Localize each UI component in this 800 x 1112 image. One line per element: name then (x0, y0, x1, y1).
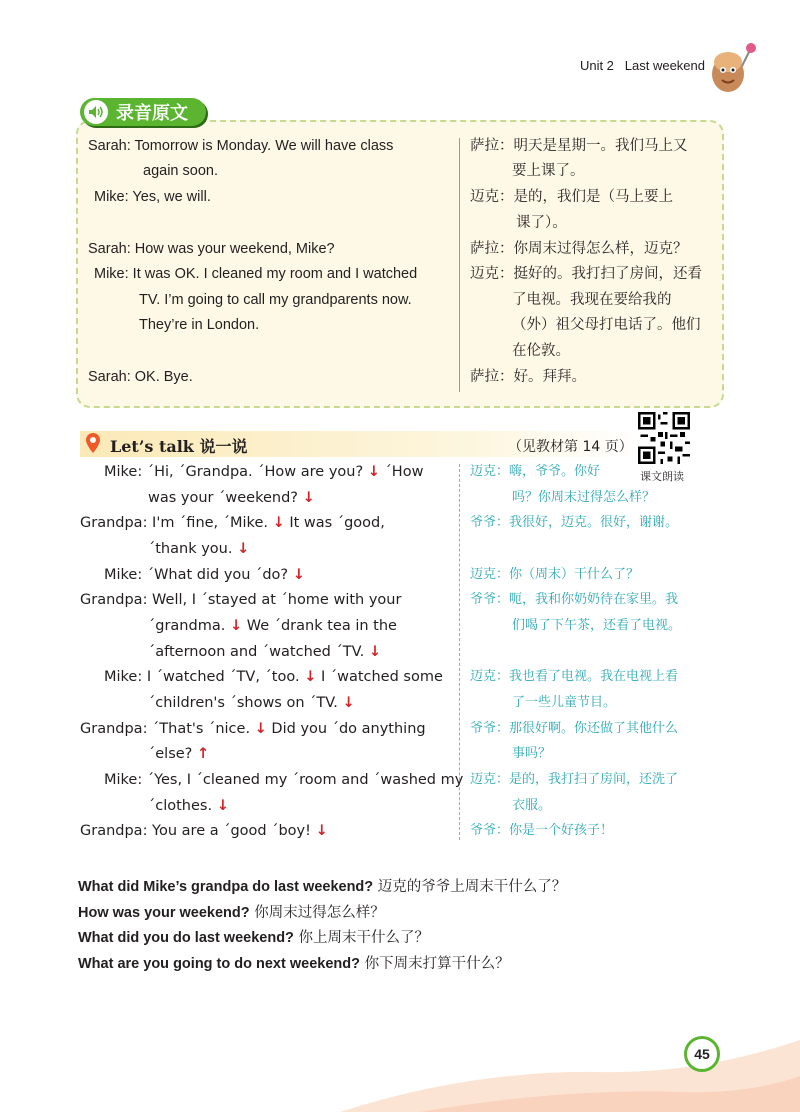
transcript-zh-line: 迈克：挺好的。我打扫了房间，还看 (470, 266, 702, 282)
dialogue-en-line: Mike: ˊHi, ˊGrandpa. ˊHow are you? ↓ ˊHow (104, 464, 424, 480)
dialogue-zh-line: 爷爷：那很好啊。你还做了其他什么 (470, 721, 679, 736)
dialogue-en-line: ˊgrandma. ↓ We ˊdrank tea in the (148, 618, 397, 634)
transcript-badge (80, 98, 206, 126)
transcript-zh-line: 萨拉：明天是星期一。我们马上又 (470, 138, 688, 154)
textbook-reference: （见教材第 14 页） (508, 439, 633, 455)
dialogue-zh-line: 迈克：是的，我打扫了房间，还洗了 (470, 772, 679, 787)
unit-title: Last weekend (624, 58, 705, 73)
question-zh: 你周末过得怎么样？ (249, 905, 385, 921)
question-zh: 你下周末打算干什么？ (359, 956, 510, 972)
dialogue-zh-line: 迈克：我也看了电视。我在电视上看 (470, 669, 679, 684)
page-header (580, 58, 705, 73)
dialogue-zh-line: 迈克：嗨，爷爷。你好 (470, 464, 601, 479)
transcript-en-line: again soon. (143, 163, 218, 179)
transcript-zh-line: 萨拉：好。拜拜。 (470, 369, 586, 385)
transcript-en-line: Sarah: How was your weekend, Mike? (88, 241, 335, 257)
dialogue-en-line: ˊchildren's ˊshows on ˊTV. ↓ (148, 695, 355, 711)
qr-code-icon[interactable] (638, 412, 690, 464)
transcript-zh-line: 课了）。 (516, 215, 567, 231)
dialogue-zh-line: 爷爷：你是一个好孩子！ (470, 823, 614, 838)
dialogue-en-line: Mike: I ˊwatched ˊTV, ˊtoo. ↓ I ˊwatched some (104, 669, 443, 685)
location-pin-icon (83, 432, 103, 454)
transcript-en-line: Sarah: OK. Bye. (88, 369, 193, 385)
dialogue-en-line: Grandpa: ˊThat's ˊnice. ↓ Did you ˊdo anything (80, 721, 426, 737)
dialogue-en-line: was your ˊweekend? ↓ (148, 490, 315, 506)
transcript-zh-line: （外）祖父母打电话了。他们 (512, 317, 701, 333)
question-zh: 你上周末干什么了？ (293, 930, 430, 946)
lets-talk-title: Let’s talk 说一说 (110, 437, 248, 456)
unit-label: Unit 2 (579, 58, 614, 73)
question-zh: 迈克的爷爷上周末干什么了？ (373, 879, 567, 895)
question-en: What are you going to do next weekend? (78, 956, 360, 972)
qr-code-label: 课文朗读 (640, 470, 684, 483)
transcript-en-line: Mike: Yes, we will. (94, 189, 211, 205)
dialogue-en-line: Grandpa: Well, I ˊstayed at ˊhome with your (80, 592, 402, 608)
dialogue-zh-line: 爷爷：呃，我和你奶奶待在家里。我 (470, 592, 679, 607)
dialogue-en-line: Mike: ˊWhat did you ˊdo? ↓ (104, 567, 305, 583)
transcript-zh-line: 萨拉：你周末过得怎么样，迈克？ (470, 241, 688, 257)
footer-wave-decoration (0, 1000, 800, 1112)
transcript-zh-line: 要上课了。 (512, 163, 585, 179)
dialogue-en-line: ˊclothes. ↓ (148, 798, 229, 814)
question-en: What did Mike’s grandpa do last weekend? (78, 879, 374, 895)
question-line (78, 875, 566, 896)
transcript-zh-line: 在伦敦。 (512, 343, 570, 359)
dialogue-zh-line: 爷爷：我很好，迈克。很好，谢谢。 (470, 515, 679, 530)
question-line (78, 952, 510, 973)
dialogue-en-line: ˊthank you. ↓ (148, 541, 250, 557)
column-divider (459, 138, 460, 392)
dialogue-zh-line: 迈克：你（周末）干什么了？ (470, 567, 640, 582)
question-en: How was your weekend? (78, 905, 250, 921)
transcript-zh-line: 迈克：是的，我们是（马上要上 (470, 189, 673, 205)
mascot-icon (706, 40, 758, 98)
transcript-en-line: They’re in London. (139, 317, 260, 333)
dialogue-en-line: ˊafternoon and ˊwatched ˊTV. ↓ (148, 644, 382, 660)
dialogue-en-line: Grandpa: I'm ˊfine, ˊMike. ↓ It was ˊgood, (80, 515, 385, 531)
dialogue-zh-line: 了一些儿童节目。 (512, 695, 617, 710)
dialogue-zh-line: 事吗？ (512, 746, 552, 761)
dialogue-zh-line: 吗？你周末过得怎么样？ (512, 490, 656, 505)
dialogue-en-line: Mike: ˊYes, I ˊcleaned my ˊroom and ˊwashed my (104, 772, 464, 788)
transcript-en-line: TV. I’m going to call my grandparents now. (139, 292, 412, 308)
transcript-badge-label: 录音原文 (116, 103, 188, 124)
dialogue-en-line: Grandpa: You are a ˊgood ˊboy! ↓ (80, 823, 328, 839)
question-line (78, 901, 385, 922)
dialogue-en-line: ˊelse? ↑ (148, 746, 210, 762)
question-en: What did you do last weekend? (78, 930, 294, 946)
transcript-en-line: Sarah: Tomorrow is Monday. We will have class (88, 138, 394, 154)
speaker-icon (84, 100, 108, 124)
page-number: 45 (684, 1036, 720, 1072)
dialogue-zh-line: 衣服。 (512, 798, 552, 813)
transcript-en-line: Mike: It was OK. I cleaned my room and I watched (94, 266, 418, 282)
question-line (78, 926, 429, 947)
dialogue-zh-line: 们喝了下午茶，还看了电视。 (512, 618, 682, 633)
transcript-zh-line: 了电视。我现在要给我的 (512, 292, 672, 308)
